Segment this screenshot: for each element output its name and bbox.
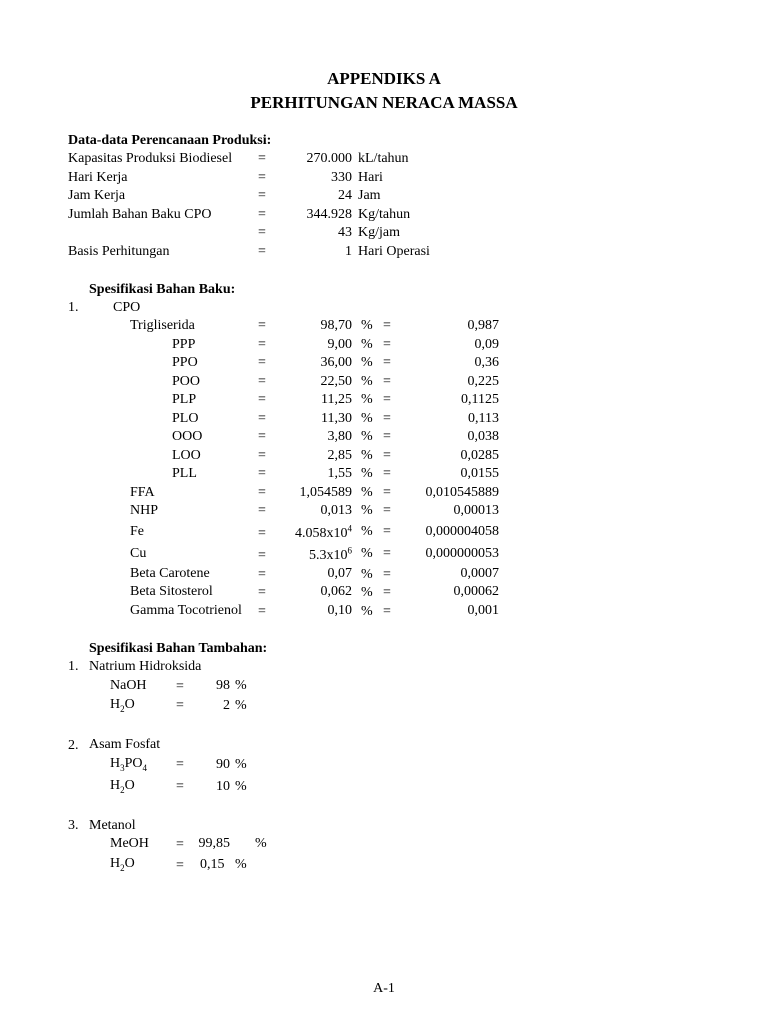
produksi-unit: Jam xyxy=(358,188,381,203)
tambahan-value: 99,85 xyxy=(198,836,230,851)
produksi-value: 330 xyxy=(331,170,352,185)
spec-eq: = xyxy=(258,355,266,370)
formula-part: H xyxy=(110,756,121,771)
spec-eq: = xyxy=(258,585,266,600)
spec-value: 3,80 xyxy=(327,429,352,444)
spec-eq2: = xyxy=(383,318,391,333)
tambahan-label: NaOH xyxy=(110,678,147,693)
spec-label: Cu xyxy=(130,546,147,561)
spec-frac: 0,000004058 xyxy=(425,524,499,539)
spec-eq2: = xyxy=(383,429,391,444)
spec-pct: % xyxy=(361,374,373,389)
spec-label: LOO xyxy=(172,448,201,463)
spec-pct: % xyxy=(361,567,373,582)
tambahan-name: Metanol xyxy=(89,818,136,833)
spec-frac: 0,113 xyxy=(468,411,499,426)
produksi-eq: = xyxy=(258,188,266,203)
spec-eq2: = xyxy=(383,604,391,619)
tambahan-number: 3. xyxy=(68,818,79,833)
spec-label: PPP xyxy=(172,337,196,352)
tambahan-label: MeOH xyxy=(110,836,149,851)
tambahan-eq: = xyxy=(176,757,184,772)
tambahan-eq: = xyxy=(176,698,184,713)
spec-pct: % xyxy=(361,524,373,539)
spec-value-exp: 6 xyxy=(347,545,352,556)
formula-sub: 2 xyxy=(120,862,125,873)
produksi-value: 1 xyxy=(345,244,352,259)
spec-frac: 0,0155 xyxy=(460,466,499,481)
produksi-unit: Hari xyxy=(358,170,383,185)
tambahan-eq: = xyxy=(176,837,184,852)
page-number: A-1 xyxy=(373,981,395,996)
tambahan-eq: = xyxy=(176,858,184,873)
produksi-label: Jam Kerja xyxy=(68,188,126,203)
spec-eq: = xyxy=(258,466,266,481)
spec-frac: 0,0007 xyxy=(460,566,499,581)
spec-value-base: 5.3x10 xyxy=(309,548,348,563)
spec-value-base: 4.058x10 xyxy=(295,526,348,541)
spec-eq: = xyxy=(258,503,266,518)
formula-sub: 2 xyxy=(120,784,125,795)
spec-pct: % xyxy=(361,337,373,352)
spec-label: Beta Carotene xyxy=(130,566,210,581)
spec-frac: 0,001 xyxy=(467,603,499,618)
spec-eq2: = xyxy=(383,448,391,463)
spec-eq: = xyxy=(258,485,266,500)
spec-frac: 0,225 xyxy=(467,374,499,389)
produksi-eq: = xyxy=(258,170,266,185)
bahan-baku-name: CPO xyxy=(113,300,141,315)
spec-pct: % xyxy=(361,429,373,444)
produksi-label: Kapasitas Produksi Biodiesel xyxy=(68,151,233,166)
formula-sub: 3 xyxy=(120,762,125,773)
spec-pct: % xyxy=(361,546,373,561)
spec-label: OOO xyxy=(172,429,203,444)
spec-value: 98,70 xyxy=(320,318,352,333)
spec-value: 22,50 xyxy=(320,374,352,389)
tambahan-pct: % xyxy=(255,836,267,851)
tambahan-label xyxy=(110,755,147,773)
produksi-unit: kL/tahun xyxy=(358,151,409,166)
produksi-eq: = xyxy=(258,225,266,240)
tambahan-pct: % xyxy=(235,779,247,794)
spec-label: Fe xyxy=(130,524,144,539)
spec-frac: 0,000000053 xyxy=(425,546,499,561)
spec-eq: = xyxy=(258,392,266,407)
spec-eq2: = xyxy=(383,466,391,481)
spec-value: 1,55 xyxy=(327,466,352,481)
spec-eq2: = xyxy=(383,567,391,582)
spec-pct: % xyxy=(361,355,373,370)
spec-pct: % xyxy=(361,503,373,518)
spec-eq2: = xyxy=(383,337,391,352)
spec-eq2: = xyxy=(383,355,391,370)
spec-eq2: = xyxy=(383,411,391,426)
spec-label: PLL xyxy=(172,466,197,481)
tambahan-value: 10 xyxy=(216,779,230,794)
spec-frac: 0,00062 xyxy=(453,584,499,599)
produksi-value: 43 xyxy=(338,225,352,240)
spec-pct: % xyxy=(361,318,373,333)
tambahan-number: 2. xyxy=(68,738,79,753)
tambahan-label xyxy=(110,777,135,795)
spec-eq: = xyxy=(258,318,266,333)
formula-part: O xyxy=(124,856,135,871)
formula-part: PO xyxy=(124,756,143,771)
formula-part: H xyxy=(110,856,121,871)
tambahan-label xyxy=(110,855,135,873)
formula-part: O xyxy=(124,778,135,793)
spec-label: PLO xyxy=(172,411,199,426)
spec-frac: 0,00013 xyxy=(453,503,499,518)
spec-pct: % xyxy=(361,392,373,407)
spec-frac: 0,987 xyxy=(467,318,499,333)
spec-label: POO xyxy=(172,374,201,389)
spec-label: Trigliserida xyxy=(130,318,195,333)
spec-pct: % xyxy=(361,585,373,600)
spec-value: 1,054589 xyxy=(299,485,352,500)
formula-part: H xyxy=(110,778,121,793)
spec-eq: = xyxy=(258,448,266,463)
spec-pct: % xyxy=(361,485,373,500)
tambahan-eq: = xyxy=(176,779,184,794)
spec-pct: % xyxy=(361,466,373,481)
spec-eq2: = xyxy=(383,546,391,561)
produksi-value: 270.000 xyxy=(306,151,352,166)
bahan-baku-number: 1. xyxy=(68,300,79,315)
bahan-tambahan-heading: Spesifikasi Bahan Tambahan: xyxy=(89,641,268,656)
spec-value xyxy=(270,525,352,543)
tambahan-value: 98 xyxy=(216,678,230,693)
tambahan-value: 0,15 xyxy=(200,857,225,872)
spec-eq2: = xyxy=(383,503,391,518)
spec-eq: = xyxy=(258,429,266,444)
spec-value: 0,10 xyxy=(327,603,352,618)
spec-frac: 0,038 xyxy=(467,429,499,444)
produksi-label: Basis Perhitungan xyxy=(68,244,170,259)
produksi-label: Jumlah Bahan Baku CPO xyxy=(68,207,212,222)
produksi-unit: Kg/tahun xyxy=(358,207,411,222)
spec-value xyxy=(270,547,352,565)
tambahan-pct: % xyxy=(235,698,247,713)
tambahan-label xyxy=(110,696,135,714)
formula-part: O xyxy=(124,697,135,712)
spec-eq2: = xyxy=(383,374,391,389)
tambahan-pct: % xyxy=(235,678,247,693)
spec-value: 0,07 xyxy=(327,566,352,581)
formula-part: H xyxy=(110,697,121,712)
tambahan-value: 2 xyxy=(223,698,230,713)
spec-eq: = xyxy=(258,526,266,541)
produksi-unit: Kg/jam xyxy=(358,225,400,240)
spec-eq2: = xyxy=(383,585,391,600)
tambahan-pct: % xyxy=(235,857,247,872)
spec-frac: 0,09 xyxy=(474,337,499,352)
spec-eq: = xyxy=(258,411,266,426)
spec-frac: 0,010545889 xyxy=(425,485,499,500)
produksi-eq: = xyxy=(258,151,266,166)
spec-label: FFA xyxy=(130,485,155,500)
produksi-unit: Hari Operasi xyxy=(358,244,430,259)
spec-pct: % xyxy=(361,448,373,463)
spec-eq2: = xyxy=(383,392,391,407)
spec-label: NHP xyxy=(130,503,159,518)
spec-frac: 0,36 xyxy=(474,355,499,370)
spec-eq: = xyxy=(258,548,266,563)
spec-frac: 0,0285 xyxy=(460,448,499,463)
spec-value: 2,85 xyxy=(327,448,352,463)
tambahan-name: Natrium Hidroksida xyxy=(89,659,202,674)
spec-pct: % xyxy=(361,411,373,426)
spec-eq: = xyxy=(258,567,266,582)
bahan-baku-heading: Spesifikasi Bahan Baku: xyxy=(89,282,236,297)
formula-sub: 4 xyxy=(142,762,148,773)
produksi-eq: = xyxy=(258,244,266,259)
spec-label: Beta Sitosterol xyxy=(130,584,213,599)
page-subtitle: PERHITUNGAN NERACA MASSA xyxy=(250,93,518,112)
produksi-heading: Data-data Perencanaan Produksi: xyxy=(68,133,272,148)
tambahan-pct: % xyxy=(235,757,247,772)
spec-eq: = xyxy=(258,374,266,389)
spec-value: 0,013 xyxy=(320,503,352,518)
page-title: APPENDIKS A xyxy=(327,69,441,88)
produksi-value: 24 xyxy=(338,188,352,203)
produksi-eq: = xyxy=(258,207,266,222)
spec-pct: % xyxy=(361,604,373,619)
tambahan-number: 1. xyxy=(68,659,79,674)
spec-label: Gamma Tocotrienol xyxy=(130,603,242,618)
spec-eq2: = xyxy=(383,524,391,539)
tambahan-eq: = xyxy=(176,679,184,694)
tambahan-name: Asam Fosfat xyxy=(89,737,161,752)
spec-eq: = xyxy=(258,604,266,619)
spec-value: 9,00 xyxy=(327,337,352,352)
spec-label: PPO xyxy=(172,355,198,370)
produksi-value: 344.928 xyxy=(306,207,352,222)
spec-value: 11,30 xyxy=(321,411,352,426)
spec-value-exp: 4 xyxy=(347,523,352,534)
spec-label: PLP xyxy=(172,392,197,407)
spec-value: 0,062 xyxy=(320,584,352,599)
spec-value: 11,25 xyxy=(321,392,352,407)
spec-eq2: = xyxy=(383,485,391,500)
tambahan-value: 90 xyxy=(216,757,230,772)
produksi-label: Hari Kerja xyxy=(68,170,128,185)
spec-eq: = xyxy=(258,337,266,352)
spec-value: 36,00 xyxy=(320,355,352,370)
formula-sub: 2 xyxy=(120,703,125,714)
spec-frac: 0,1125 xyxy=(461,392,499,407)
